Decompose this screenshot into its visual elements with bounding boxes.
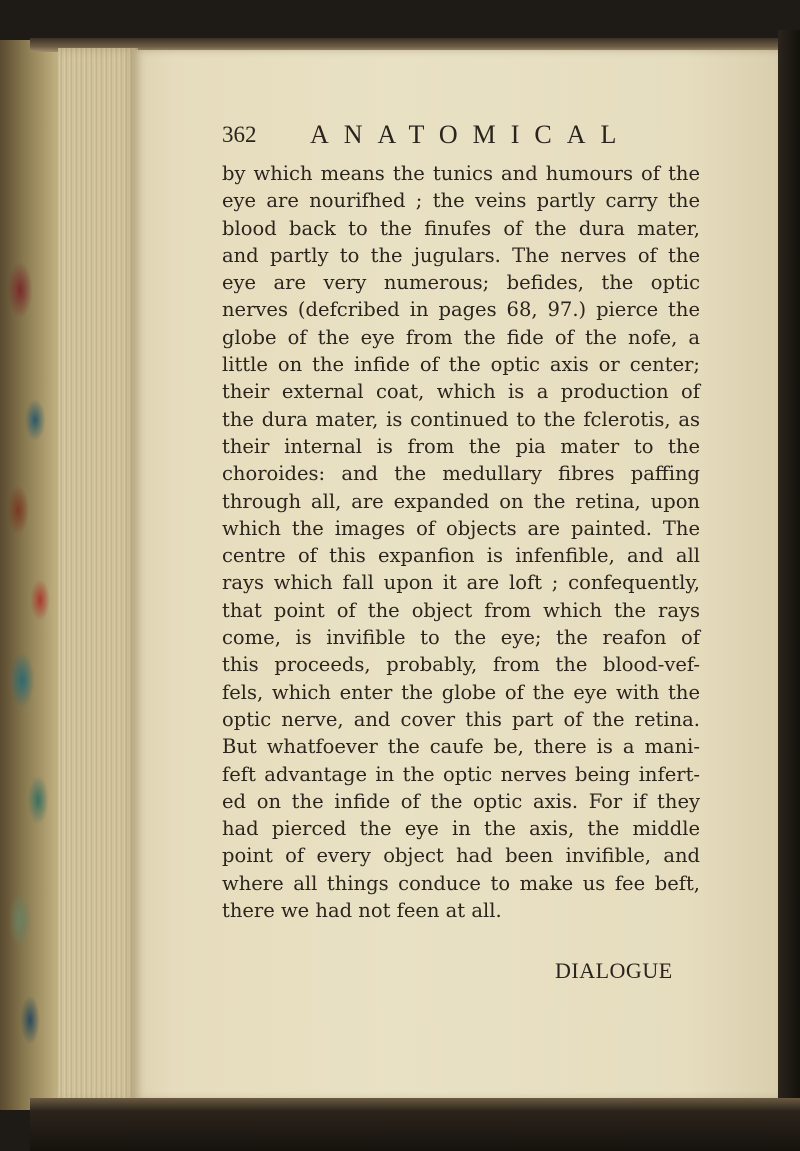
text-line: there we had not feen at all. [222, 899, 502, 923]
bottom-shadow [30, 1098, 800, 1151]
text-line: But whatfoever the caufe be, there is a mani- [222, 735, 700, 759]
text-line: choroides: and the medullary fibres paffing [222, 462, 700, 486]
text-line: nerves (defcribed in pages 68, 97.) pierce the [222, 298, 700, 322]
text-line: feft advantage in the optic nerves being infert- [222, 762, 700, 786]
text-line: through all, are expanded on the retina, upon [222, 489, 700, 513]
text-line: that point of the object from which the rays [222, 598, 700, 622]
text-line: fels, which enter the globe of the eye with the [222, 680, 700, 704]
text-line: their external coat, which is a production of [222, 380, 700, 404]
text-line: by which means the tunics and humours of the [222, 162, 700, 185]
body-text [222, 160, 700, 924]
text-line: which the images of objects are painted. The [222, 516, 700, 540]
catchword: DIALOGUE [555, 958, 673, 983]
marbled-endpaper [0, 40, 62, 1110]
text-line: little on the infide of the optic axis or center; [222, 353, 700, 377]
text-line: had pierced the eye in the axis, the middle [222, 817, 700, 841]
text-line: centre of this expanfion is infenfible, and all [222, 544, 700, 568]
text-line: ed on the infide of the optic axis. For if they [222, 789, 700, 813]
page-number: 362 [222, 122, 257, 147]
text-line: rays which fall upon it are loft ; confequently, [222, 571, 700, 595]
page-header [222, 122, 700, 158]
text-line: blood back to the finufes of the dura mater, [222, 216, 700, 240]
text-line: optic nerve, and cover this part of the retina. [222, 707, 700, 731]
right-shadow [778, 30, 800, 1120]
text-line: the dura mater, is continued to the fclerotis, as [222, 407, 700, 431]
text-line: their internal is from the pia mater to the [222, 434, 700, 458]
text-line: eye are nourifhed ; the veins partly carry the [222, 189, 700, 213]
text-line: eye are very numerous; befides, the optic [222, 271, 700, 295]
text-line: and partly to the jugulars. The nerves of the [222, 243, 700, 267]
text-line: globe of the eye from the fide of the nofe, a [222, 325, 700, 349]
page-edges-stack [58, 48, 138, 1103]
running-head: ANATOMICAL [310, 120, 632, 149]
text-line: this proceeds, probably, from the blood-vef- [222, 653, 700, 677]
text-line: point of every object had been invifible, and [222, 844, 700, 868]
text-line: where all things conduce to make us fee beft, [222, 871, 700, 895]
text-line: come, is invifible to the eye; the reafon of [222, 626, 700, 650]
